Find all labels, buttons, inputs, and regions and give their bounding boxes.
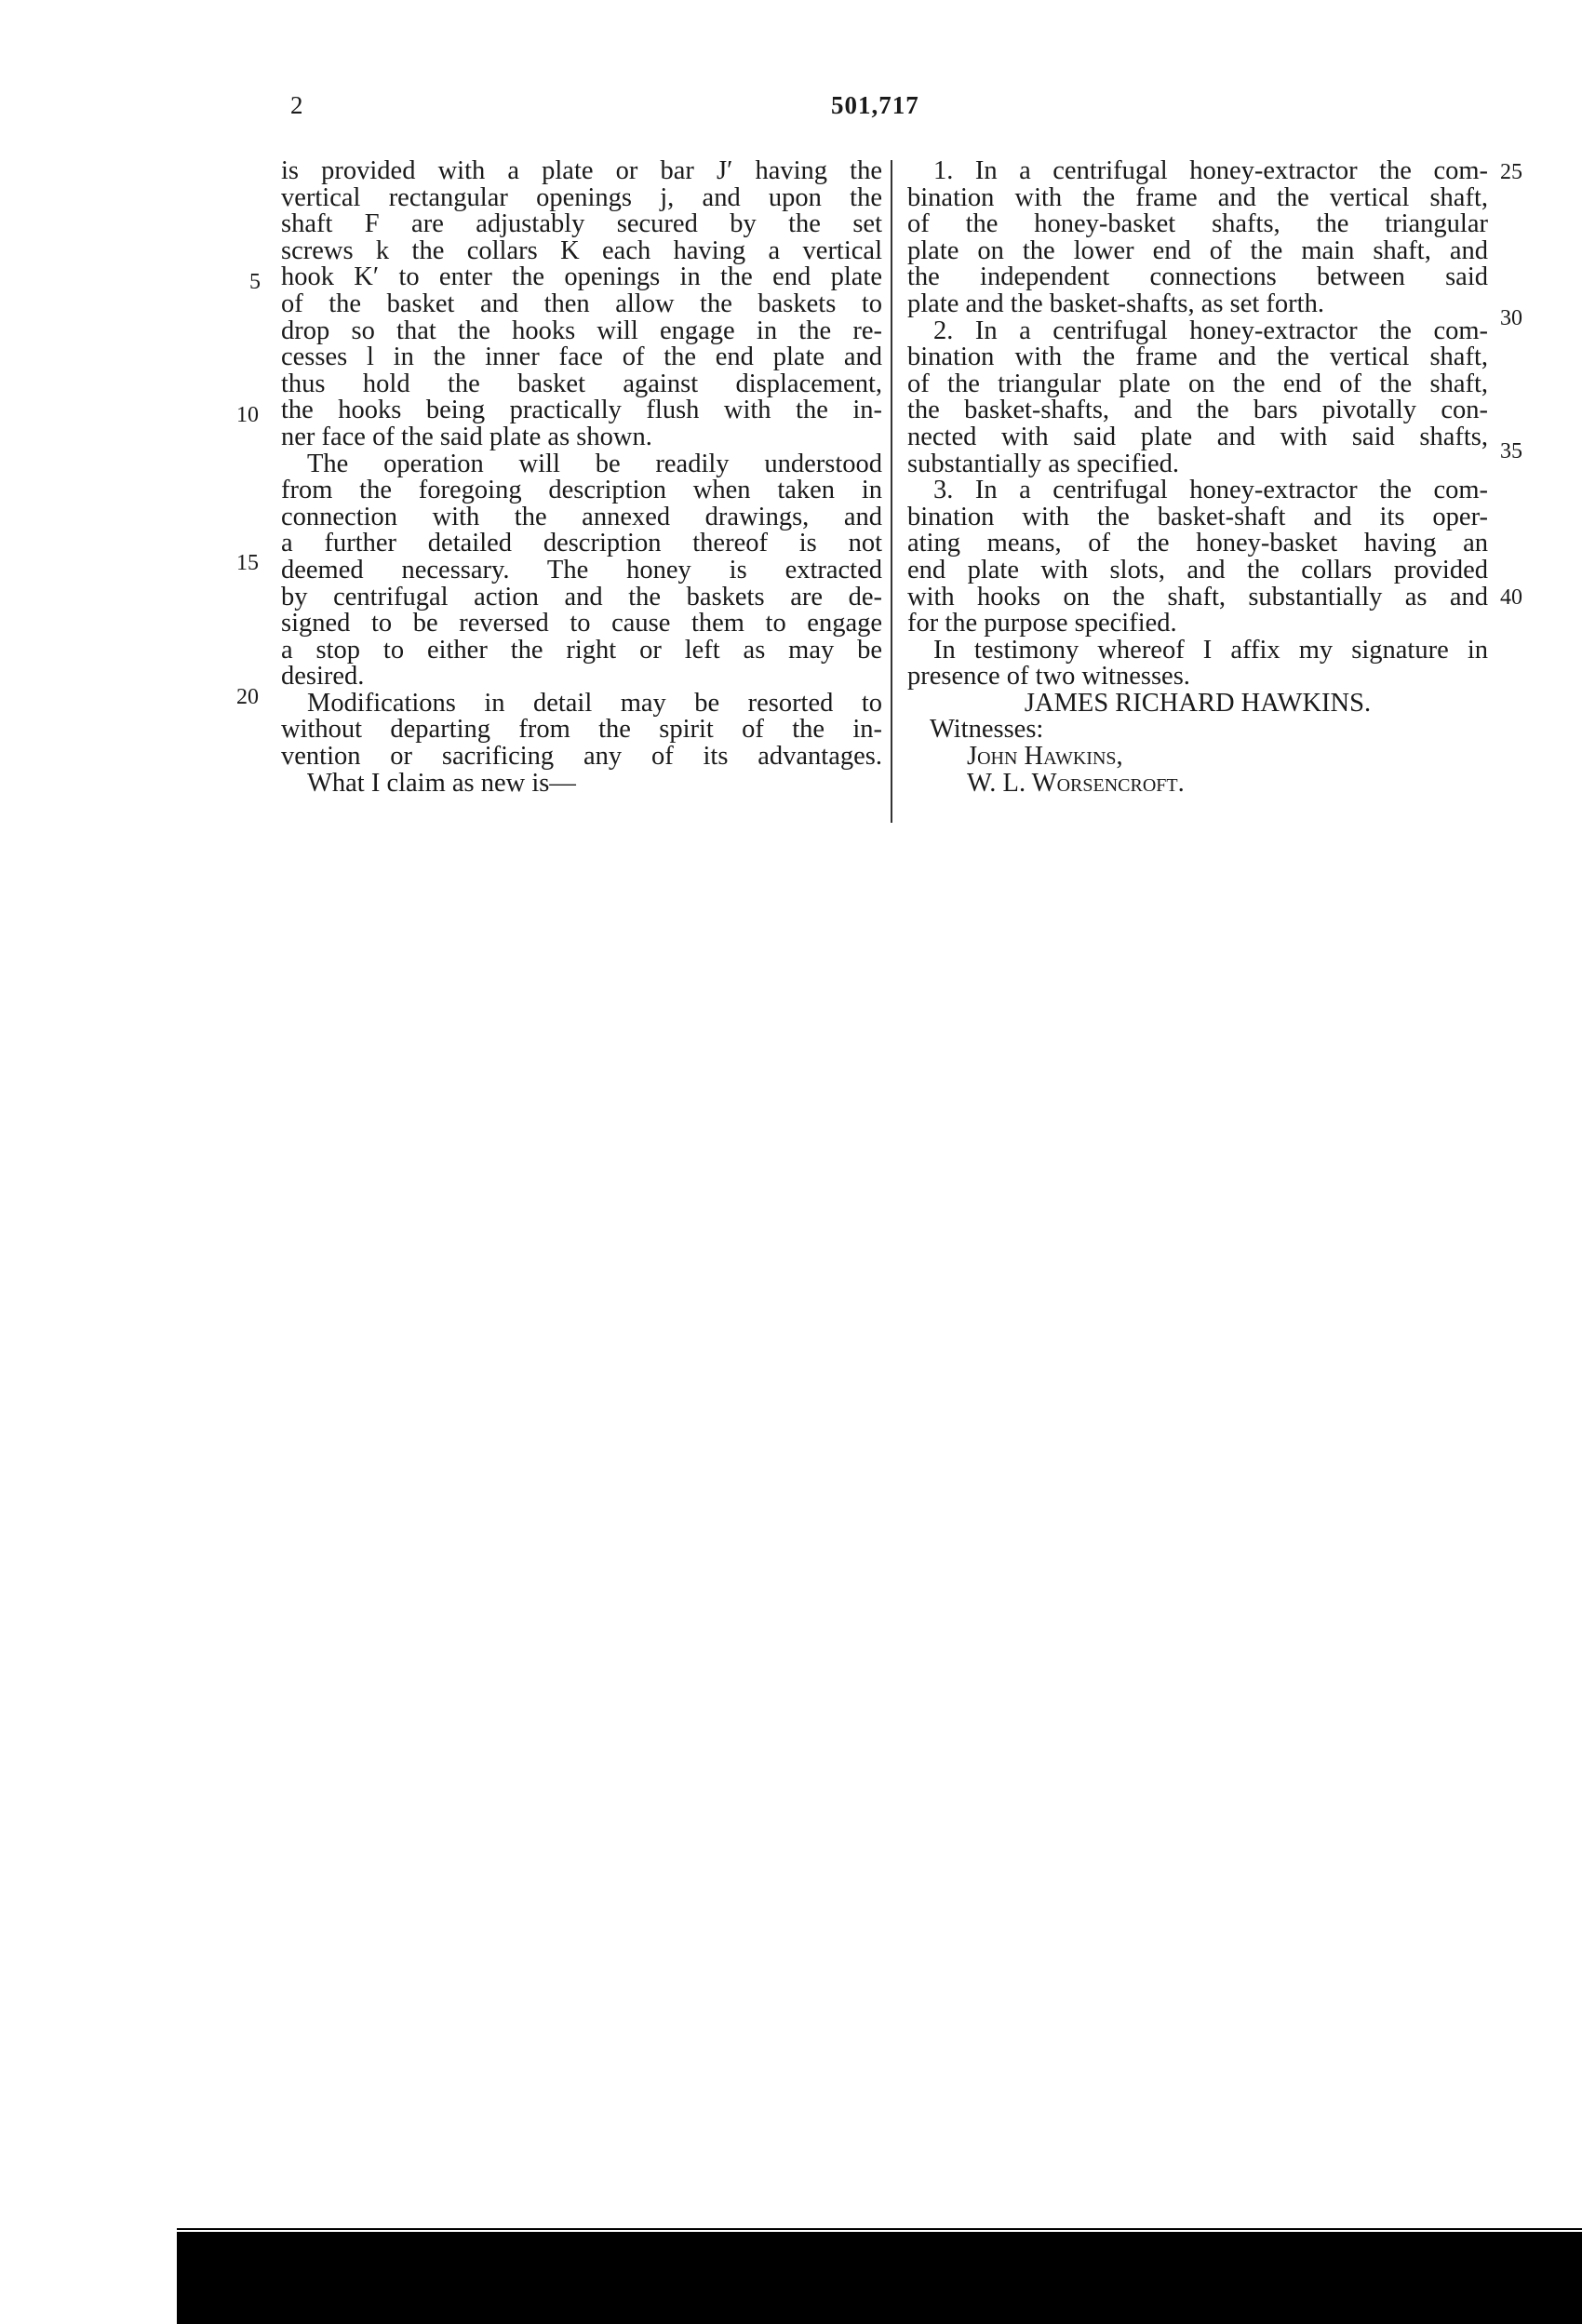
line-number: 40 [1500, 585, 1522, 610]
text-line: thus hold the basket against displacement, [281, 369, 882, 398]
claim-line: nected with said plate and with said shafts, [907, 422, 1488, 451]
claim-line: 2. In a centrifugal honey-extractor the com- [933, 316, 1488, 345]
scan-edge-rule [177, 2228, 1582, 2230]
text-line: The operation will be readily understood [307, 449, 882, 478]
claim-line: the basket-shafts, and the bars pivotally con- [907, 396, 1488, 425]
line-number: 10 [236, 403, 259, 427]
text-line: connection with the annexed drawings, and [281, 502, 882, 531]
witness-name: W. L. Worsencroft. [967, 768, 1185, 798]
claim-line: with hooks on the shaft, substantially as and [907, 582, 1488, 611]
patent-number: 501,717 [831, 91, 919, 119]
testimony-line: presence of two witnesses. [907, 662, 1190, 692]
page-number: 2 [290, 91, 303, 119]
witnesses-label: Witnesses: [930, 715, 1044, 745]
claim-line: bination with the frame and the vertical shaft, [907, 182, 1488, 212]
text-line: without departing from the spirit of the in- [281, 715, 882, 745]
line-number: 35 [1500, 439, 1522, 463]
claim-line: substantially as specified. [907, 449, 1180, 478]
left-column [281, 158, 882, 797]
text-line: deemed necessary. The honey is extracted [281, 555, 882, 584]
text-line: of the basket and then allow the baskets to [281, 289, 882, 318]
right-column [907, 158, 1488, 797]
text-line: the hooks being practically flush with the in- [281, 396, 882, 425]
text-line: shaft F are adjustably secured by the set [281, 209, 882, 239]
text-line: a further detailed description thereof is not [281, 529, 882, 558]
column-divider [891, 160, 892, 823]
line-number: 15 [236, 551, 259, 575]
text-line: vertical rectangular openings j, and upon the [281, 182, 882, 212]
text-line: hook K′ to enter the openings in the end plate [281, 262, 882, 292]
claim-line: 3. In a centrifugal honey-extractor the com- [933, 476, 1488, 505]
claim-line: of the honey-basket shafts, the triangular [907, 209, 1488, 239]
claim-line: the independent connections between said [907, 262, 1488, 292]
signature: JAMES RICHARD HAWKINS. [1024, 688, 1372, 718]
text-line: Modifications in detail may be resorted to [307, 688, 882, 718]
text-line: drop so that the hooks will engage in the re- [281, 316, 882, 345]
text-line: ner face of the said plate as shown. [281, 422, 652, 451]
text-line: cesses l in the inner face of the end plate and [281, 343, 882, 372]
line-number: 20 [236, 685, 259, 709]
claim-line: end plate with slots, and the collars provided [907, 555, 1488, 584]
claim-line: plate and the basket-shafts, as set forth. [907, 289, 1324, 318]
claim-line: bination with the frame and the vertical shaft, [907, 343, 1488, 372]
line-number: 25 [1500, 160, 1522, 184]
testimony-line: In testimony whereof I affix my signature in [933, 635, 1488, 665]
line-number: 30 [1500, 306, 1522, 330]
claim-line: for the purpose specified. [907, 609, 1177, 638]
text-line: signed to be reversed to cause them to engage [281, 609, 882, 638]
text-line: vention or sacrificing any of its advantages. [281, 742, 882, 772]
text-line: from the foregoing description when taken in [281, 476, 882, 505]
text-line: is provided with a plate or bar J′ having the [281, 156, 882, 185]
scan-border [177, 2232, 1582, 2324]
witness-name: John Hawkins, [967, 742, 1123, 772]
text-line: screws k the collars K each having a vertical [281, 235, 882, 265]
line-number: 5 [249, 270, 261, 294]
claim-line: plate on the lower end of the main shaft, and [907, 235, 1488, 265]
text-line: a stop to either the right or left as may be [281, 635, 882, 665]
claim-line: 1. In a centrifugal honey-extractor the com- [933, 156, 1488, 185]
text-line: What I claim as new is— [307, 768, 576, 798]
text-line: by centrifugal action and the baskets are de- [281, 582, 882, 611]
claim-line: of the triangular plate on the end of the shaft, [907, 369, 1488, 398]
claim-line: bination with the basket-shaft and its oper- [907, 502, 1488, 531]
text-line: desired. [281, 662, 365, 692]
claim-line: ating means, of the honey-basket having an [907, 529, 1488, 558]
